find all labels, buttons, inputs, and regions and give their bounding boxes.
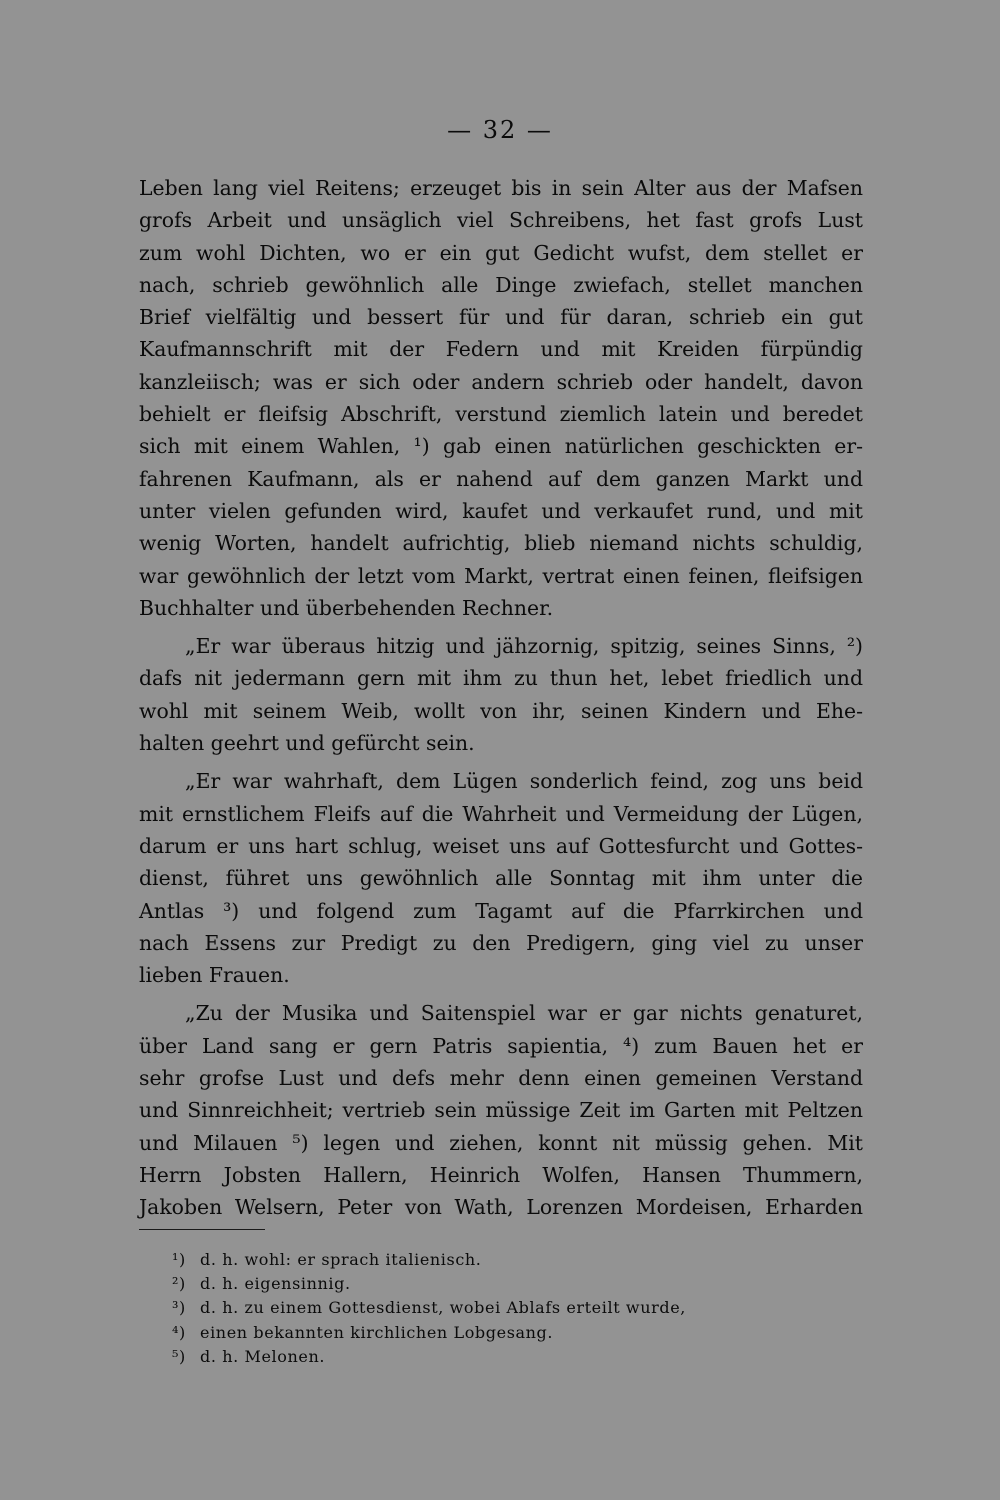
text-line: zum wohl Dichten, wo er ein gut Gedicht wufst, dem stellet er	[139, 240, 863, 265]
text-line: Kaufmannschrift mit der Federn und mit Kreiden fürpündig	[139, 337, 863, 362]
text-line: grofs Arbeit und unsäglich viel Schreibens, het fast grofs Lust	[139, 208, 863, 233]
paragraph-4	[139, 997, 863, 1223]
text-line: behielt er fleifsig Abschrift, verstund ziemlich latein und beredet	[139, 402, 863, 427]
footnote-text: d. h. eigensinnig.	[200, 1274, 351, 1294]
text-line: dienst, führet uns gewöhnlich alle Sonntag mit ihm unter die	[139, 866, 863, 891]
text-line: lieben Frauen.	[139, 963, 290, 988]
footnote-marker: ³)	[172, 1298, 186, 1318]
footnote-3	[172, 1296, 872, 1320]
footnote-divider	[139, 1229, 265, 1230]
paragraph-3	[139, 765, 863, 991]
footnotes	[172, 1248, 872, 1369]
footnote-marker: ¹)	[172, 1250, 186, 1269]
footnote-text: d. h. zu einem Gottesdienst, wobei Ablafs erteilt wurde,	[200, 1298, 686, 1318]
text-line: war gewöhnlich der letzt vom Markt, vertrat einen feinen, fleifsigen	[139, 563, 863, 588]
text-line: Jakoben Welsern, Peter von Wath, Lorenzen Mordeisen, Erharden	[139, 1195, 863, 1220]
text-line: unter vielen gefunden wird, kaufet und verkaufet rund, und mit	[139, 498, 863, 523]
footnote-1	[172, 1248, 872, 1272]
text-line: und Milauen ⁵) legen und ziehen, konnt nit müssig gehen. Mit	[139, 1130, 863, 1155]
text-line: kanzleiisch; was er sich oder andern schrieb oder handelt, davon	[139, 369, 863, 394]
paragraph-1	[139, 172, 863, 624]
text-line: „Er war überaus hitzig und jähzornig, spitzig, seines Sinns, ²)	[185, 634, 863, 659]
text-line: darum er uns hart schlug, weiset uns auf Gottesfurcht und Gottes-	[139, 833, 863, 858]
footnote-4	[172, 1321, 872, 1345]
text-line: dafs nit jedermann gern mit ihm zu thun het, lebet friedlich und	[139, 666, 863, 691]
text-line: Buchhalter und überbehenden Rechner.	[139, 595, 554, 620]
text-line: Herrn Jobsten Hallern, Heinrich Wolfen, Hansen Thummern,	[139, 1162, 863, 1187]
footnote-text: d. h. wohl: er sprach italienisch.	[200, 1250, 482, 1269]
text-line: nach, schrieb gewöhnlich alle Dinge zwiefach, stellet manchen	[139, 272, 863, 297]
footnote-text: einen bekannten kirchlichen Lobgesang.	[200, 1322, 554, 1342]
body-text	[139, 172, 863, 1230]
text-line: wenig Worten, handelt aufrichtig, blieb niemand nichts schuldig,	[139, 531, 863, 556]
text-line: und Sinnreichheit; vertrieb sein müssige Zeit im Garten mit Peltzen	[139, 1098, 863, 1123]
text-line: mit ernstlichem Fleifs auf die Wahrheit und Vermeidung der Lügen,	[139, 801, 863, 826]
text-line: Leben lang viel Reitens; erzeuget bis in sein Alter aus der Mafsen	[139, 176, 863, 200]
text-line: fahrenen Kaufmann, als er nahend auf dem ganzen Markt und	[139, 466, 863, 491]
page-number: — 32 —	[447, 116, 553, 144]
text-line: wohl mit seinem Weib, wollt von ihr, seinen Kindern und Ehe-	[139, 698, 863, 723]
footnote-marker: ⁵)	[172, 1346, 186, 1366]
footnote-marker: ²)	[172, 1274, 186, 1294]
text-line: „Er war wahrhaft, dem Lügen sonderlich feind, zog uns beid	[185, 769, 863, 794]
text-line: „Zu der Musika und Saitenspiel war er gar nichts genaturet,	[185, 1001, 863, 1026]
text-line: über Land sang er gern Patris sapientia, ⁴) zum Bauen het er	[139, 1033, 863, 1058]
text-line: nach Essens zur Predigt zu den Predigern, ging viel zu unser	[139, 930, 863, 955]
paragraph-2	[139, 630, 863, 759]
footnote-marker: ⁴)	[172, 1322, 186, 1342]
footnote-2	[172, 1272, 872, 1296]
footnote-5	[172, 1345, 872, 1369]
footnote-text: d. h. Melonen.	[200, 1346, 326, 1366]
text-line: Antlas ³) und folgend zum Tagamt auf die Pfarrkirchen und	[139, 898, 863, 923]
text-line: sehr grofse Lust und defs mehr denn einen gemeinen Verstand	[139, 1066, 863, 1091]
text-line: Brief vielfältig und bessert für und für daran, schrieb ein gut	[139, 305, 863, 330]
text-line: sich mit einem Wahlen, ¹) gab einen natürlichen geschickten er-	[139, 434, 863, 459]
text-line: halten geehrt und gefürcht sein.	[139, 731, 475, 756]
